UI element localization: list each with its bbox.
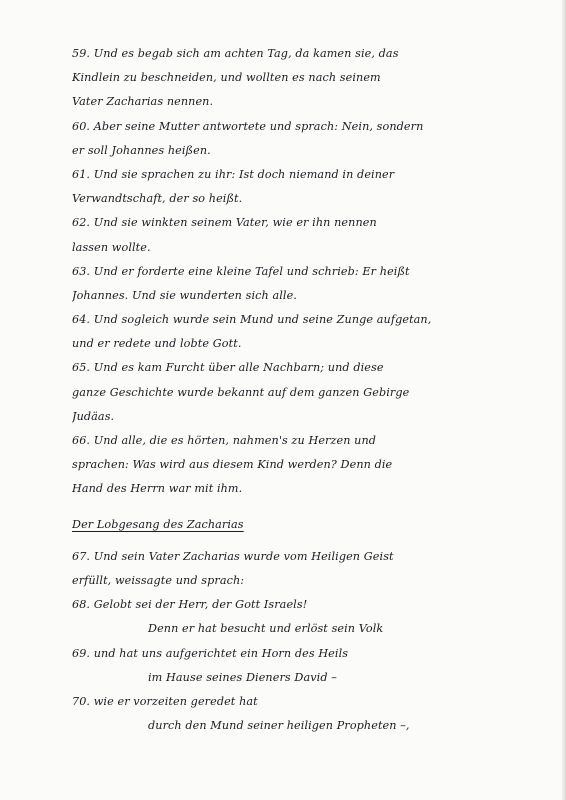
text-line-21: 67. Und sein Vater Zacharias wurde vom Heiligen Geist	[72, 549, 394, 563]
text-line-10: 63. Und er forderte eine kleine Tafel und schrieb: Er heißt	[72, 264, 410, 278]
text-line-12: 64. Und sogleich wurde sein Mund und seine Zunge aufgetan,	[72, 313, 432, 327]
section-heading: Der Lobgesang des Zacharias	[72, 517, 244, 531]
text-line-22: erfüllt, weissagte und sprach:	[72, 573, 245, 587]
text-line-2: Kindlein zu beschneiden, und wollten es nach seinem	[72, 71, 381, 85]
text-line-7: Verwandtschaft, der so heißt.	[72, 192, 243, 206]
text-line-27: 70. wie er vorzeiten geredet hat	[72, 694, 258, 708]
text-line-1: 59. Und es begab sich am achten Tag, da kamen sie, das	[72, 47, 399, 60]
section-heading-line	[72, 513, 552, 537]
text-line-11: Johannes. Und sie wunderten sich alle.	[72, 288, 297, 302]
text-line-17: 66. Und alle, die es hörten, nahmen's zu Herzen und	[72, 434, 377, 447]
text-line-6: 61. Und sie sprachen zu ihr: Ist doch niemand in deiner	[72, 167, 395, 181]
text-line-5: er soll Johannes heißen.	[72, 143, 211, 157]
handwritten-text-block	[72, 42, 552, 738]
text-line-16: Judäas.	[72, 409, 115, 423]
text-line-8: 62. Und sie winkten seinem Vater, wie er ihn nennen	[72, 216, 377, 230]
text-line-26: im Hause seines Dieners David –	[148, 670, 337, 684]
text-line-19: Hand des Herrn war mit ihm.	[72, 482, 243, 496]
text-line-13: und er redete und lobte Gott.	[72, 337, 242, 351]
text-line-9: lassen wollte.	[72, 240, 151, 254]
text-line-25: 69. und hat uns aufgerichtet ein Horn des Heils	[72, 646, 349, 660]
text-line-24: Denn er hat besucht und erlöst sein Volk	[148, 622, 384, 636]
heading-gap	[72, 537, 552, 545]
text-line-23: 68. Gelobt sei der Herr, der Gott Israels!	[72, 598, 308, 612]
text-line-28: durch den Mund seiner heiligen Propheten –,	[148, 719, 410, 733]
text-line-15: ganze Geschichte wurde bekannt auf dem ganzen Gebirge	[72, 385, 410, 399]
text-line-14: 65. Und es kam Furcht über alle Nachbarn; und diese	[72, 361, 384, 375]
text-line-18: sprachen: Was wird aus diesem Kind werden? Denn die	[72, 458, 393, 472]
text-line-3: Vater Zacharias nennen.	[72, 95, 214, 109]
text-line-4: 60. Aber seine Mutter antwortete und sprach: Nein, sondern	[72, 119, 424, 133]
section-gap	[72, 502, 552, 513]
